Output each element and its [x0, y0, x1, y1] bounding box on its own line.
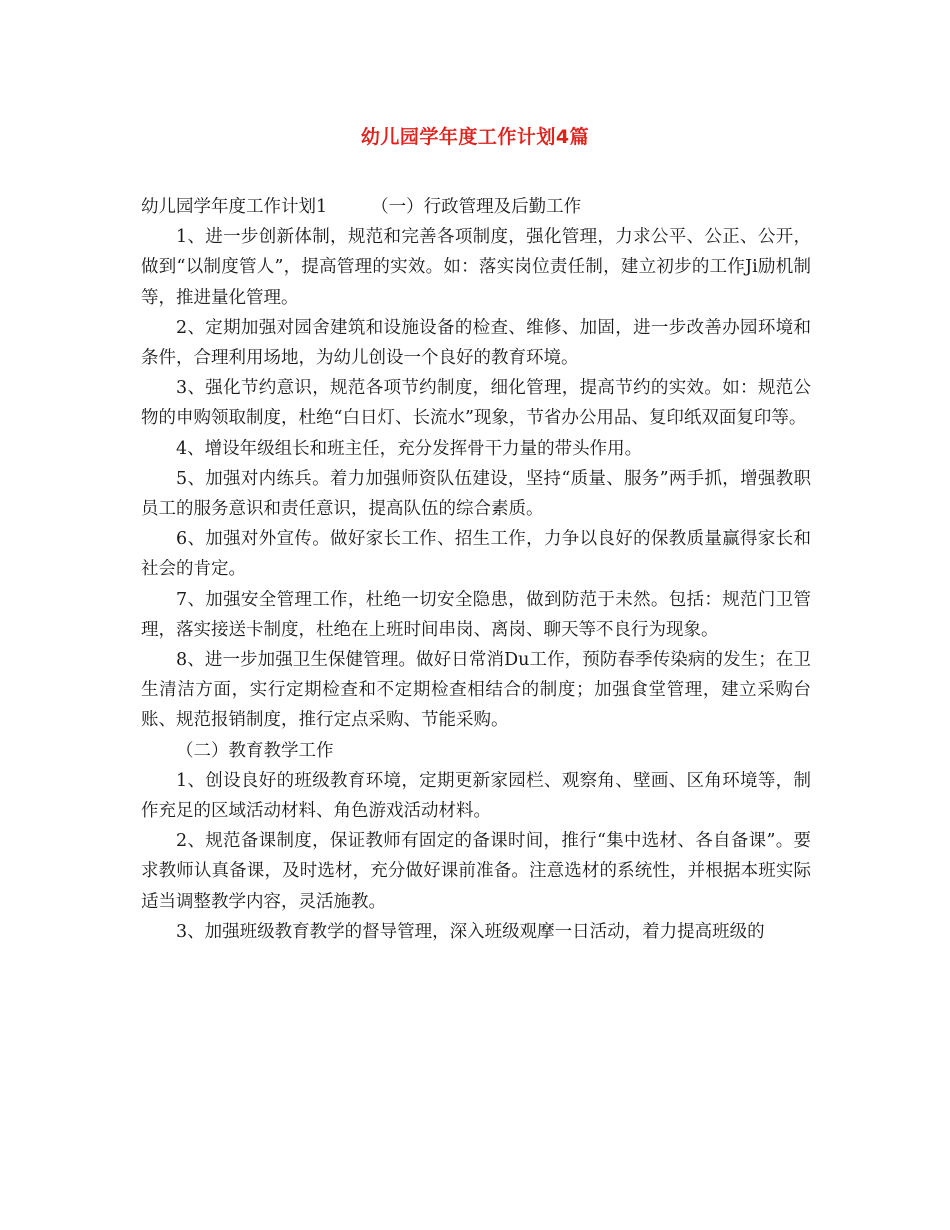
section1-item-6: 6、加强对外宣传。做好家长工作、招生工作，力争以良好的保教质量赢得家长和社会的肯定。: [141, 529, 811, 580]
section1-item-5: 5、加强对内练兵。着力加强师资队伍建设，坚持“质量、服务”两手抓，增强教职员工的服务意识和责任意识，提高队伍的综合素质。: [141, 468, 811, 520]
document-body: [141, 192, 811, 947]
section2-item-3: 3、加强班级教育教学的督导管理，深入班级观摩一日活动，着力提高班级的: [176, 921, 765, 942]
section1-item-2: 2、定期加强对园舍建筑和设施设备的检查、维修、加固，进一步改善办园环境和条件，合理利用场地，为幼儿创设一个良好的教育环境。: [141, 317, 811, 369]
section1-heading: （一）行政管理及后勤工作: [371, 197, 582, 217]
plan-label: 幼儿园学年度工作计划1: [141, 197, 328, 217]
section1-item-3: 3、强化节约意识，规范各项节约制度，细化管理，提高节约的实效。如：规范公物的申购领取制度，杜绝“白日灯、长流水”现象，节省办公用品、复印纸双面复印等。: [141, 378, 811, 429]
section2-item-1: 1、创设良好的班级教育环境，定期更新家园栏、观察角、壁画、区角环境等，制作充足的区域活动材料、角色游戏活动材料。: [141, 770, 811, 822]
section1-item-1: 1、进一步创新体制，规范和完善各项制度，强化管理，力求公平、公正、公开，做到“以制度管人”，提高管理的实效。如：落实岗位责任制，建立初步的工作Ji励机制等，推进量化管理。: [141, 227, 811, 308]
section1-item-4: 4、增设年级组长和班主任，充分发挥骨干力量的带头作用。: [176, 438, 643, 459]
section2-heading: （二）教育教学工作: [176, 740, 334, 761]
section1-item-7: 7、加强安全管理工作，杜绝一切安全隐患，做到防范于未然。包括：规范门卫管理，落实接送卡制度，杜绝在上班时间串岗、离岗、聊天等不良行为现象。: [141, 589, 811, 640]
plan-heading-line: [141, 192, 811, 222]
section1-item-8: 8、进一步加强卫生保健管理。做好日常消Du工作，预防春季传染病的发生；在卫生清洁方面，实行定期检查和不定期检查相结合的制度；加强食堂管理，建立采购台账、规范报销制度，推行定点采购、节能采购。: [141, 650, 811, 731]
document-title: 幼儿园学年度工作计划4篇: [360, 126, 590, 148]
section2-item-2: 2、规范备课制度，保证教师有固定的备课时间，推行“集中选材、各自备课”。要求教师认真备课，及时选材，充分做好课前准备。注意选材的系统性，并根据本班实际适当调整教学内容，灵活施教。: [141, 831, 811, 912]
